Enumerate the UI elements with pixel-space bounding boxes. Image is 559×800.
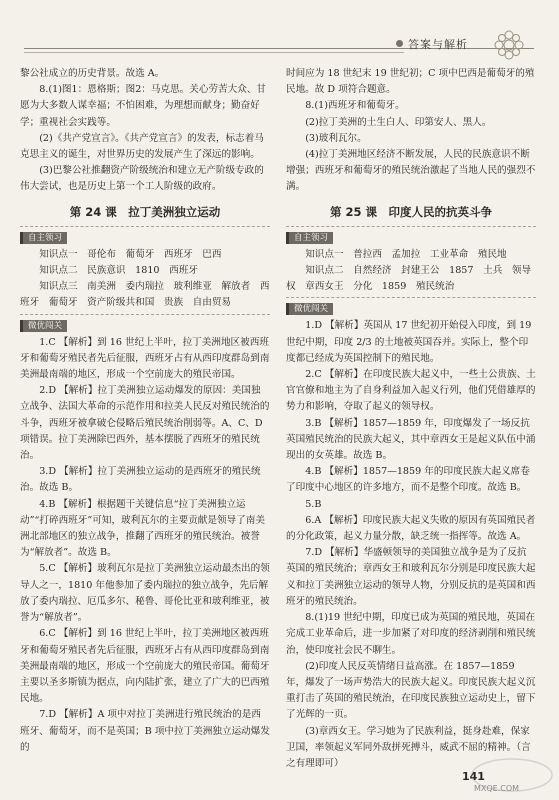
answer-item: 3.B 【解析】1857—1859 年，印度爆发了一场反抗英国殖民统治的民族大起义，其中章西女王是起义队伍中涌现出的女英雄。故选 B。 <box>286 417 536 462</box>
knowledge-point: 知识点二 民族意识 1810 西班牙 <box>39 265 198 277</box>
answer-item: 1.D 【解析】英国从 17 世纪初开始侵入印度，到 19 世纪中期，印度 2/3 的土地被英国吞并。实际上，整个印度都已经成为英国控制下的殖民地。 <box>286 320 532 364</box>
answer-item: 8.(1)19 世纪中期，印度已成为英国的殖民地，英国在完成工业革命后，进一步加紧了对印度的经济剥削和殖民统治，使印度社会民不聊生。 <box>286 612 536 656</box>
answer-item: 2.C 【解析】在印度民族大起义中，一些土公贵族、土官官僚和地主为了自身利益加入起义行列，他们凭借雄厚的势力和影响，夺取了起义的领导权。 <box>286 369 536 413</box>
answer-item: 3.D 【解析】拉丁美洲独立运动的是西班牙的殖民统治。故选 B。 <box>20 466 261 494</box>
answer-item: 4.B 【解析】根据题干关键信息“拉丁美洲独立运动”“打碎西班牙”可知，玻利瓦尔的主要贡献是领导了南美洲北部地区的独立战争，推翻了西班牙的殖民统治。被誉为“解放者”。故选 B。 <box>20 498 265 559</box>
answer-item: 4.B 【解析】1857—1859 年的印度民族大起义席卷了印度中心地区的许多地方，而不是整个印度。故选 B。 <box>286 466 530 494</box>
left-column <box>20 66 270 756</box>
right-pre-3: (3)玻利瓦尔。 <box>305 132 367 144</box>
answer-item: 5.B <box>305 498 322 510</box>
answer-item: 2.D 【解析】拉丁美洲独立运动爆发的原因：美国独立战争、法国大革命的示范作用和拉美人民反对殖民统治的斗争，西班牙被拿破仑侵略后殖民统治削弱等。A、C、D 项错误。拉丁美洲除巴西外，基本摆脱了西班牙的殖民统治。 <box>20 385 270 462</box>
bullet-dot-icon <box>396 40 403 47</box>
answer-item: (3)章西女王。学习她为了民族利益，挺身赴难，保家卫国，率领起义军同外敌拼死搏斗，威武不屈的精神。（言之有理即可） <box>286 725 531 769</box>
left-pre-0: 黎公社成立的历史背景。故选 A。 <box>20 68 165 79</box>
answer-item: 7.D 【解析】华盛顿领导的美国独立战争是为了反抗英国的殖民统治；章西女王和玻利瓦尔分别是印度民族大起义和拉丁美洲独立运动的领导人物，分别反抗的是英国和西班牙的殖民统治。 <box>286 547 536 607</box>
header-title: 答案与解析 <box>408 38 468 51</box>
knowledge-point: 知识点一 普拉西 孟加拉 工业革命 殖民地 <box>305 248 507 260</box>
knowledge-point: 知识点三 南美洲 委内瑞拉 玻利维亚 解放者 西班牙 葡萄牙 资产阶级共和国 贵族 自由贸易 <box>20 281 270 309</box>
section-tag-self-study: 自主领习 <box>286 232 333 244</box>
lesson-25-title: 第 25 课 印度人民的抗英斗争 <box>329 204 492 219</box>
right-pre-4: (4)拉丁美洲地区经济不断发展，人民的民族意识不断增强；西班牙和葡萄牙的殖民统治激起了当地人民的强烈不满。 <box>286 149 536 193</box>
answer-item: 5.C 【解析】玻利瓦尔是拉丁美洲独立运动最杰出的领导人之一，1810 年他参加了委内瑞拉的独立战争，先后解放了委内瑞拉、厄瓜多尔、秘鲁、哥伦比亚和玻利维亚，被誉为“解放者”。 <box>20 563 270 624</box>
flower-emblem-icon <box>492 28 526 62</box>
answer-item: (2)印度人民反英情绪日益高涨。在 1857—1859 年，爆发了一场声势浩大的民族大起义。印度民族大起义沉重打击了英国的殖民统治，在印度民族独立运动史上，留下了光辉的一页。 <box>286 660 536 721</box>
knowledge-point: 知识点二 自然经济 封建王公 1857 土兵 领导权 章西女王 分化 1859 殖民统治 <box>286 265 532 293</box>
right-pre-0: 时间应为 18 世纪末 19 世纪初；C 项中巴西是葡萄牙的殖民地。故 D 项符合题意。 <box>286 68 535 96</box>
watermark-text: MXQE.COM <box>474 784 520 793</box>
header-rule-thin <box>24 52 404 53</box>
left-pre-3: (3)巴黎公社推翻资产阶级统治和建立无产阶级专政的伟大尝试，也是历史上第一个工人阶级的政府。 <box>20 165 264 193</box>
right-column <box>286 66 536 772</box>
divider <box>286 226 536 227</box>
left-pre-1: 8.(1)图1：恩格斯；图2：马克思。关心劳苦大众、甘愿为大多数人谋幸福；不怕困难，为理想而献身；勤奋好学；重视社会实践等。 <box>20 84 267 128</box>
right-pre-1: 8.(1)西班牙和葡萄牙。 <box>305 100 405 112</box>
lesson-24-title: 第 24 课 拉丁美洲独立运动 <box>69 204 221 219</box>
section-tag-practice: 微优闯关 <box>286 303 333 315</box>
answer-item: 6.C 【解析】到 16 世纪上半叶，拉丁美洲地区被西班牙和葡萄牙殖民者先后征服，西班牙占有从西印度群岛到南美洲最南端的地区，形成一个空前庞大的殖民帝国。葡萄牙主要以圣多斯镇为据点，向内陆扩张，建立了广大的巴西殖民地。 <box>20 628 270 705</box>
page-number: 141 <box>462 770 485 783</box>
right-pre-2: (2)拉丁美洲的土生白人、印第安人、黑人。 <box>305 116 492 128</box>
answer-item: 7.D 【解析】A 项中对拉丁美洲进行殖民统治的是西班牙、葡萄牙，而不是英国；B 项中拉丁美洲独立运动爆发的 <box>20 709 270 753</box>
knowledge-point: 知识点一 哥伦布 葡萄牙 西班牙 巴西 <box>39 248 222 260</box>
section-tag-practice: 微优闯关 <box>20 320 67 332</box>
divider <box>286 297 536 298</box>
answer-item: 1.C 【解析】到 16 世纪上半叶，拉丁美洲地区被西班牙和葡萄牙殖民者先后征服，西班牙占有从西印度群岛到南美洲最南端的地区，形成一个空前庞大的殖民帝国。 <box>20 336 270 381</box>
left-pre-2: (2)《共产党宣言》。《共产党宣言》的发表，标志着马克思主义的诞生，对世界历史的发展产生了深远的影响。 <box>20 132 264 161</box>
page-header <box>0 0 559 64</box>
divider <box>20 226 270 227</box>
section-tag-self-study: 自主领习 <box>20 232 67 244</box>
divider <box>20 314 270 315</box>
answer-item: 6.A 【解析】印度民族大起义失败的原因有英国殖民者的分化政策，起义力量分散，缺乏统一指挥等。故选 A。 <box>286 514 536 543</box>
